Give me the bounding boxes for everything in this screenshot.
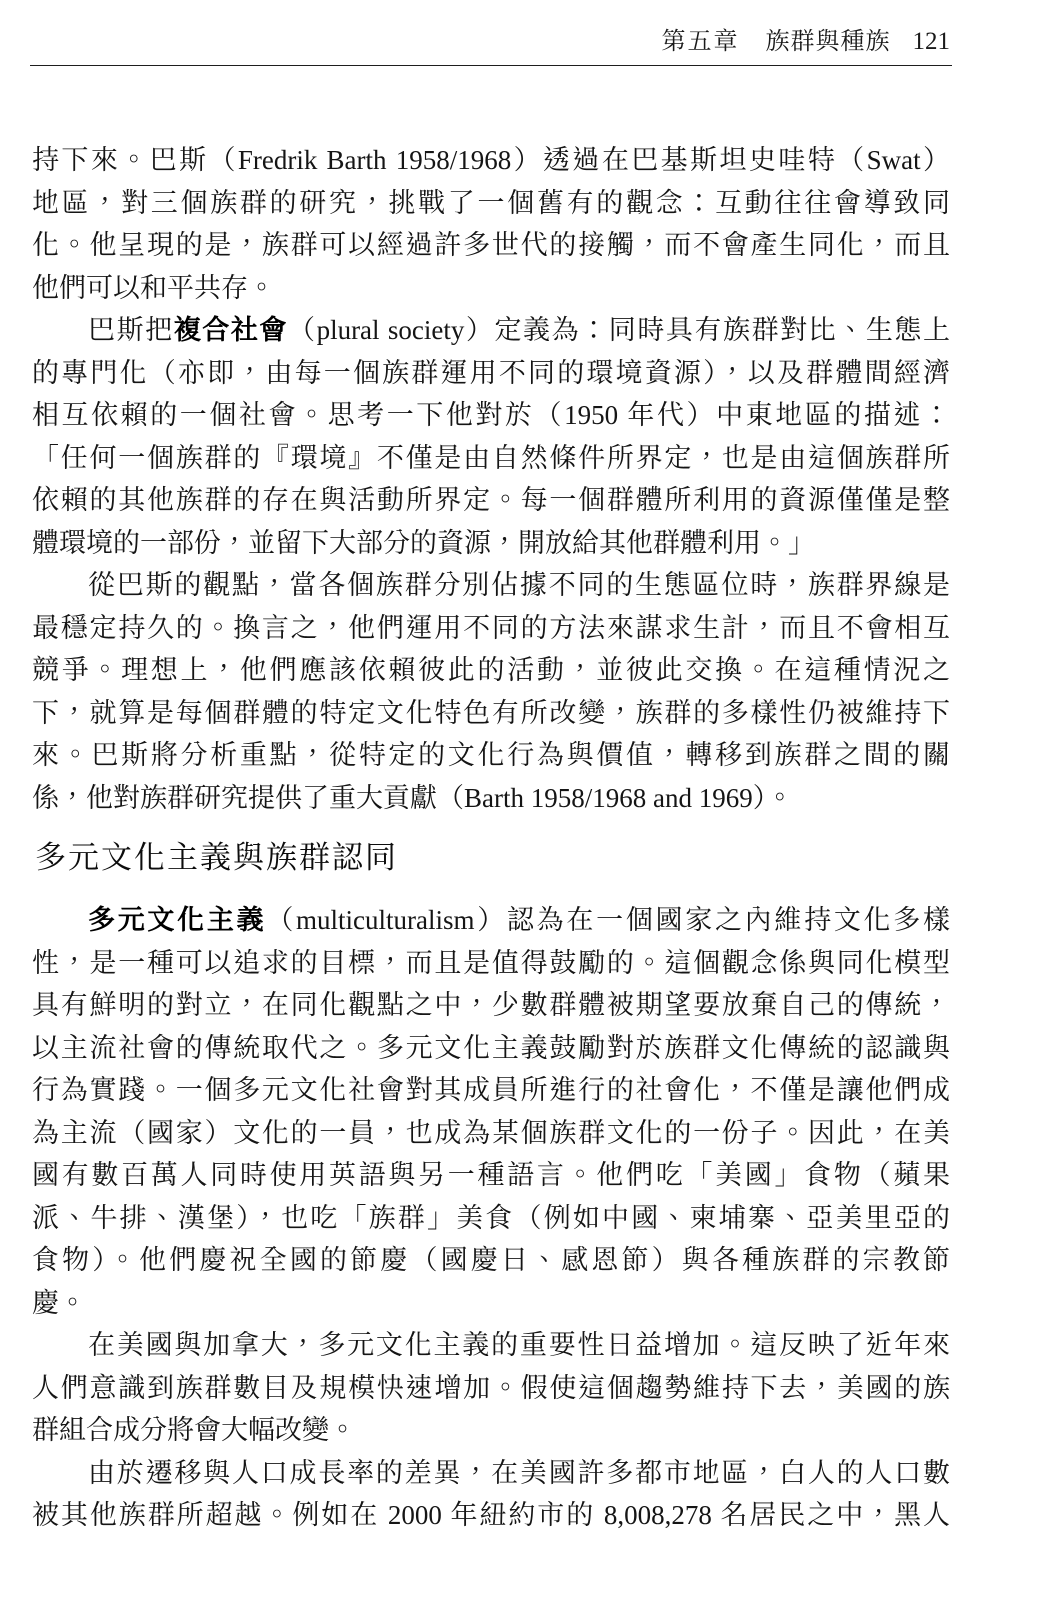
text-line: 化。他呈現的是，族群可以經過許多世代的接觸，而不會產生同化，而且 bbox=[32, 230, 950, 260]
text-line: 依賴的其他族群的存在與活動所界定。每一個群體所利用的資源僅僅是整 bbox=[32, 485, 950, 515]
text-line: 具有鮮明的對立，在同化觀點之中，少數群體被期望要放棄自己的傳統， bbox=[32, 990, 950, 1020]
paragraph bbox=[32, 1324, 950, 1452]
text-line: 「任何一個族群的『環境』不僅是由自然條件所界定，也是由這個族群所 bbox=[32, 442, 950, 473]
text-line: 行為實踐。一個多元文化社會對其成員所進行的社會化，不僅是讓他們成 bbox=[32, 1075, 950, 1105]
text-line: 由於遷移與人口成長率的差異，在美國許多都市地區，白人的人口數 bbox=[88, 1457, 950, 1488]
paragraph bbox=[32, 564, 950, 819]
text-line: 最穩定持久的。換言之，他們運用不同的方法來謀求生計，而且不會相互 bbox=[32, 612, 950, 643]
section-continued bbox=[32, 139, 950, 819]
running-header bbox=[662, 26, 951, 58]
text-segment: 巴斯把 bbox=[88, 315, 174, 345]
page-body bbox=[32, 139, 950, 1537]
text-line: 持下來。巴斯（Fredrik Barth 1958/1968）透過在巴基斯坦史哇特（Swat） bbox=[32, 145, 950, 175]
paragraph bbox=[32, 139, 950, 309]
text-line: 地區，對三個族群的研究，挑戰了一個舊有的觀念：互動往往會導致同 bbox=[32, 187, 950, 218]
section-multiculturalism bbox=[32, 837, 950, 1537]
text-line: 相互依賴的一個社會。思考一下他對於（1950 年代）中東地區的描述： bbox=[32, 400, 950, 430]
chapter-label: 第五章 bbox=[661, 29, 740, 55]
text-line: 從巴斯的觀點，當各個族群分別佔據不同的生態區位時，族群界線是 bbox=[88, 570, 950, 600]
text-segment: （multiculturalism）認為在一個國家之內維持文化多樣 bbox=[266, 905, 950, 935]
text-line: 為主流（國家）文化的一員，也成為某個族群文化的一份子。因此，在美 bbox=[32, 1117, 950, 1148]
text-line: 派、牛排、漢堡），也吃「族群」美食（例如中國、柬埔寨、亞美里亞的 bbox=[32, 1202, 950, 1233]
section-heading: 多元文化主義與族群認同 bbox=[35, 840, 398, 875]
page-number: 121 bbox=[912, 28, 950, 55]
text-line: 群組合成分將會大幅改變。 bbox=[32, 1415, 356, 1445]
text-line: 以主流社會的傳統取代之。多元文化主義鼓勵對於族群文化傳統的認識與 bbox=[32, 1032, 950, 1063]
header-rule bbox=[30, 65, 952, 66]
text-line bbox=[32, 309, 950, 352]
text-line: 人們意識到族群數目及規模快速增加。假使這個趨勢維持下去，美國的族 bbox=[32, 1372, 950, 1403]
bold-term: 複合社會 bbox=[173, 315, 288, 345]
text-line: 來。巴斯將分析重點，從特定的文化行為與價值，轉移到族群之間的關 bbox=[32, 740, 950, 770]
paragraph bbox=[32, 309, 950, 564]
paragraph bbox=[32, 899, 950, 1324]
text-line bbox=[32, 899, 950, 942]
text-line: 的專門化（亦即，由每一個族群運用不同的環境資源），以及群體間經濟 bbox=[32, 357, 950, 388]
text-line: 下，就算是每個群體的特定文化特色有所改變，族群的多樣性仍被維持下 bbox=[32, 697, 950, 728]
text-line: 競爭。理想上，他們應該依賴彼此的活動，並彼此交換。在這種情況之 bbox=[32, 655, 950, 685]
text-line: 係，他對族群研究提供了重大貢獻（Barth 1958/1968 and 1969）。 bbox=[32, 782, 794, 813]
text-line: 食物）。他們慶祝全國的節慶（國慶日、感恩節）與各種族群的宗教節 bbox=[32, 1245, 950, 1275]
chapter-title: 族群與種族 bbox=[765, 29, 891, 55]
text-line: 性，是一種可以追求的目標，而且是值得鼓勵的。這個觀念係與同化模型 bbox=[32, 947, 950, 978]
text-line: 體環境的一部份，並留下大部分的資源，開放給其他群體利用。」 bbox=[32, 527, 815, 558]
text-segment: （plural society）定義為：同時具有族群對比、生態上 bbox=[288, 315, 950, 345]
bold-term: 多元文化主義 bbox=[88, 905, 267, 935]
paragraph bbox=[32, 1452, 950, 1537]
text-line: 國有數百萬人同時使用英語與另一種語言。他們吃「美國」食物（蘋果 bbox=[32, 1160, 950, 1190]
text-line: 慶。 bbox=[32, 1287, 86, 1318]
text-line: 他們可以和平共存。 bbox=[32, 272, 275, 303]
text-line: 在美國與加拿大，多元文化主義的重要性日益增加。這反映了近年來 bbox=[88, 1330, 950, 1360]
text-line: 被其他族群所超越。例如在 2000 年紐約市的 8,008,278 名居民之中，黑人 bbox=[32, 1500, 950, 1530]
